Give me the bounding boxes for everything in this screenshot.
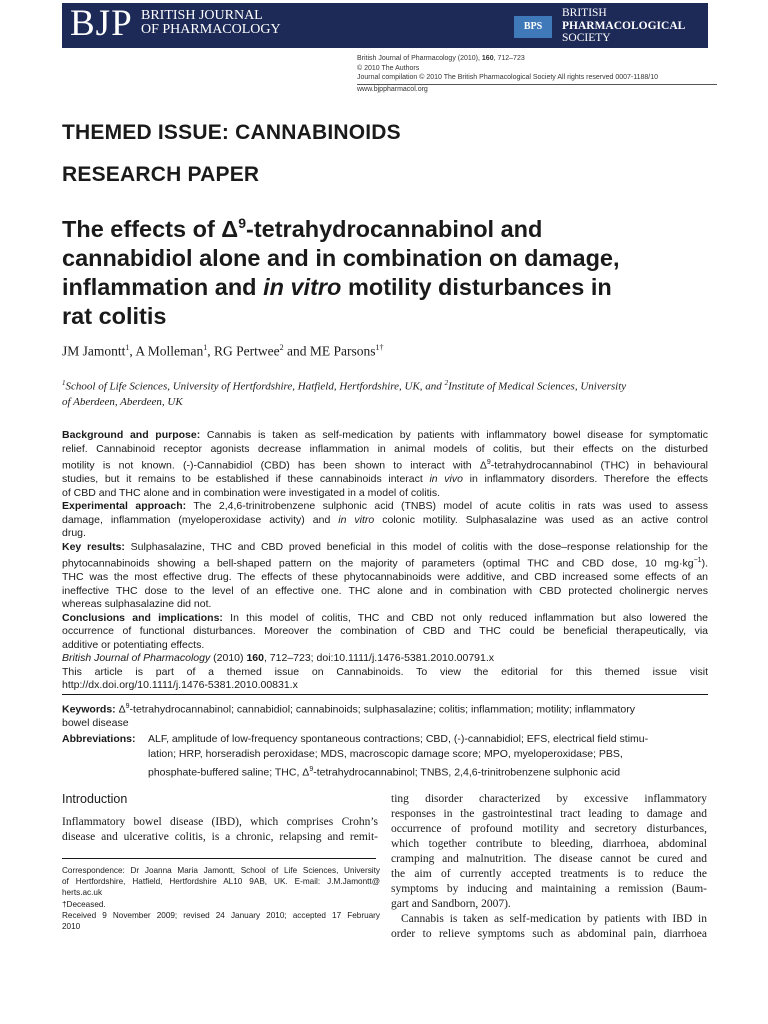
abstract-approach-label: Experimental approach: <box>62 500 187 512</box>
footnote-divider <box>62 858 376 859</box>
abstract-background-label: Background and purpose: <box>62 429 201 441</box>
affiliations: $^1$School of Life Sciences, University of Hertfordshire, Hatfield, Hertfordshire, UK, and $^2$Institute of Medical Sciences, University of Aberdeen, Aberdeen, UK <box>62 379 627 408</box>
correspondence: Correspondence: Dr Joanna Maria Jamontt, School of Life Sciences, University <box>62 866 380 875</box>
journal-logo: BJP <box>70 3 133 44</box>
deceased-note: †Deceased. <box>62 899 106 909</box>
received-dates: Received 9 November 2009; revised 24 January 2010; accepted 17 February <box>62 910 380 920</box>
intro-left-column: Inflammatory bowel disease (IBD), which comprises Crohn’s disease and ulcerative colitis, is a chronic, relapsing and remit- <box>62 816 378 843</box>
section-divider <box>62 694 708 695</box>
keywords: Keywords: $\Delta^9$-tetrahydrocannabinol; cannabidiol; cannabinoids; sulphasalazine; colitis; inflammation; motility; inflammatory bowel disease <box>62 703 635 729</box>
intro-right-column: ting disorder characterized by excessive inflammatory responses in the gastrointestinal tract leading to damage and occurrence of profound motility and secretory disturbances, which together contribute to bleeding, diarrhoea, abdominal cramping and malnutrition. The disease cannot be cured and the aim of currently accepted treatments is to reduce the symptoms by inducing and maintaining a remission (Baum- gart and Sandborn, 2007). Cannabis is taken as self-medication by patients with IBD in order to relieve symptoms such as abdominal pain, diarrhoea <box>391 793 707 940</box>
paper-title: The effects of $\Delta^9$-tetrahydrocannabinol and cannabidiol alone and in combination on damage, inflammation and in vitro motility disturbances in rat colitis <box>62 215 620 329</box>
footnotes: Correspondence: Dr Joanna Maria Jamontt, School of Life Sciences, University of Hertfordshire, Hatfield, Hertfordshire AL10 9AB, UK. E-mail: J.M.Jamontt@ herts.ac.uk †Deceased. Received 9 November 2009; revised 24 January 2010; accepted 17 February 2010 <box>62 866 380 932</box>
society-logo: BPS <box>514 16 552 38</box>
citation-block: British Journal of Pharmacology (2010), 160, 712–723 © 2010 The Authors Journal compilation © 2010 The British Pharmacological Society All rights reserved 0007-1188/10 www.bjppharmacol.org <box>357 54 717 94</box>
abstract-results-label: Key results: <box>62 540 125 553</box>
journal-banner <box>62 3 708 48</box>
themed-issue-heading: THEMED ISSUE: CANNABINOIDS <box>62 121 401 144</box>
abstract-conclusions-label: Conclusions and implications: <box>62 611 223 624</box>
editorial-link[interactable]: http://dx.doi.org/10.1111/j.1476-5381.2010.00831.x <box>62 679 298 691</box>
introduction-heading: Introduction <box>62 792 128 806</box>
society-name: BRITISH PHARMACOLOGICAL SOCIETY <box>562 7 686 44</box>
journal-url[interactable]: www.bjppharmacol.org <box>357 84 717 95</box>
paper-type-heading: RESEARCH PAPER <box>62 163 260 186</box>
abstract: Background and purpose: Cannabis is taken as self-medication by patients with inflammatory bowel disease for symptomatic relief. Cannabinoid receptor agonists decrease inflammation in animal models of colitis, but their effects on the disturbed motility is not known. (-)-Cannabidiol (CBD) has been shown to interact with $\Delta^9$-tetrahydrocannabinol (THC) in behavioural studies, but it remains to be established if these cannabinoids interact in vivo in inflammatory disorders. Therefore the effects of CBD and THC alone and in combination were investigated in a model of colitis. Experimental approach: The 2,4,6-trinitrobenzene sulphonic acid (TNBS) model of acute colitis in rats was used to assess damage, inflammation (myeloperoxidase activity) and in vitro colonic motility. Sulphasalazine was used as an active control drug. Key results: Sulphasalazine, THC and CBD proved beneficial in this model of colitis with the dose–response relationship for the phytocannabinoids showing a bell-shaped pattern on the majority of parameters (optimal THC and CBD dose, 10 $mg\cdot kg^{-1}$). THC was the most effective drug. The effects of these phytocannabinoids were additive, and CBD increased some effects of an ineffective THC dose to the level of an effective one. THC alone and in combination with CBD protected cholinergic nerves whereas sulphasalazine did not. Conclusions and implications: In this model of colitis, THC and CBD not only reduced inflammation but also lowered the occurrence of functional disturbances. Moreover the combination of CBD and THC could be beneficial therapeutically, via additive or potentiating effects. British Journal of Pharmacology (2010) 160, 712–723; doi:10.1111/j.1476-5381.2010.00791.x This article is part of a themed issue on Cannabinoids. To view the editorial for this themed issue visit http://dx.doi.org/10.1111/j.1476-5381.2010.00831.x <box>62 429 708 691</box>
abstract-reference: British Journal of Pharmacology (2010) 160, 712–723; doi:10.1111/j.1476-5381.2010.00791.x <box>62 652 494 664</box>
journal-name: BRITISH JOURNAL OF PHARMACOLOGY <box>141 8 281 37</box>
author-list: JM Jamontt$^1$, A Molleman$^1$, RG Pertwee$^2$ and ME Parsons$^{1\dagger}$ <box>62 343 384 359</box>
